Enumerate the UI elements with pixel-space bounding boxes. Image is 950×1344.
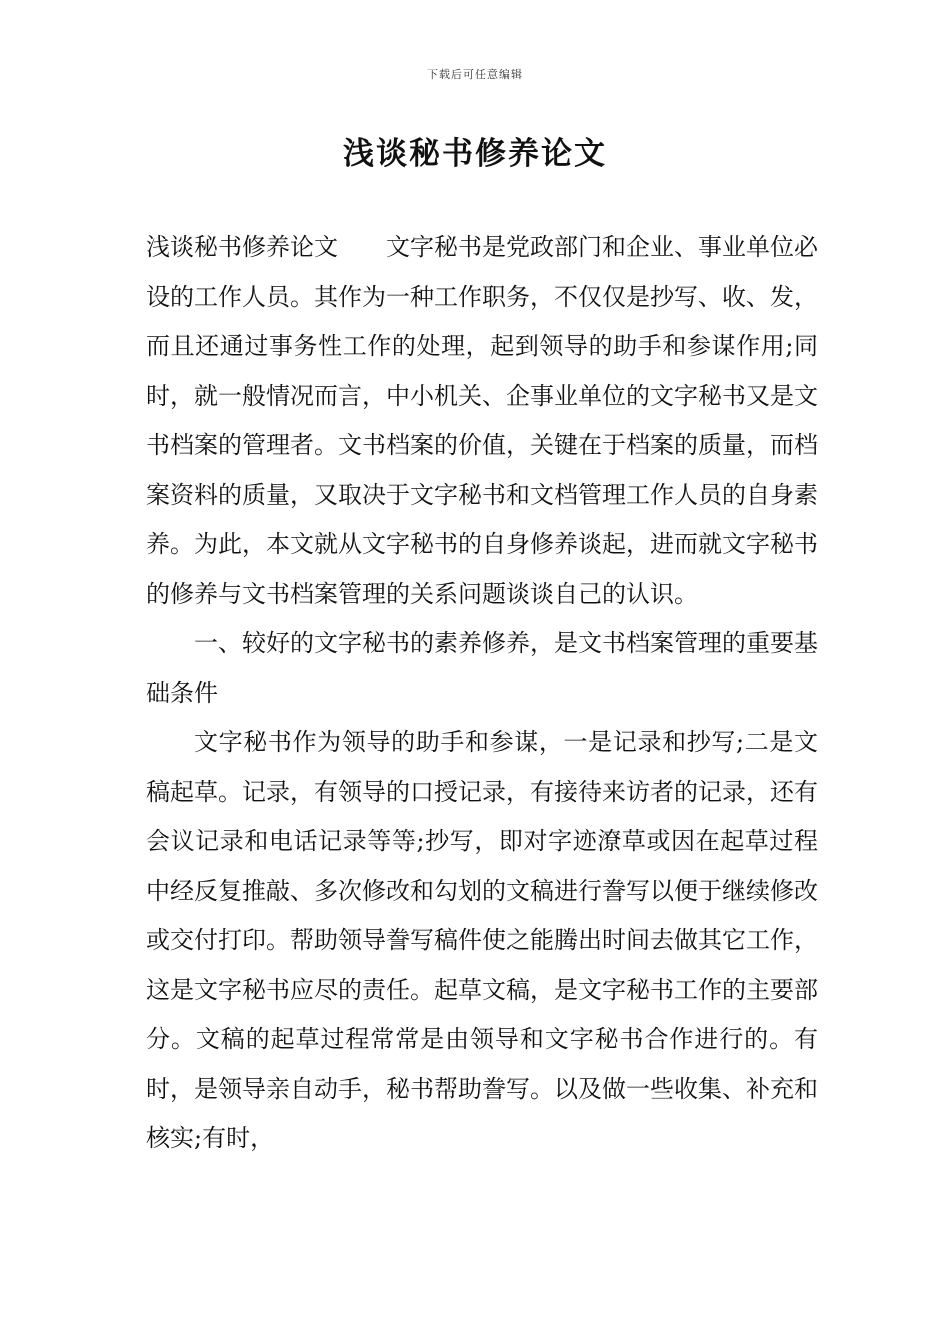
paragraph-section-heading: 一、较好的文字秘书的素养修养，是文书档案管理的重要基础条件 (146, 629, 818, 707)
document-body (146, 223, 818, 1164)
paragraph-intro: 浅谈秘书修养论文 文字秘书是党政部门和企业、事业单位必设的工作人员。其作为一种工作职务，不仅仅是抄写、收、发，而且还通过事务性工作的处理，起到领导的助手和参谋作用;同时，就一般情况而言，中小机关、企事业单位的文字秘书又是文书档案的管理者。文书档案的价值，关键在于档案的质量，而档案资料的质量，又取决于文字秘书和文档管理工作人员的自身素养。为此，本文就从文字秘书的自身修养谈起，进而就文字秘书的修养与文书档案管理的关系问题谈谈自己的认识。 (146, 233, 818, 608)
header-note: 下载后可任意编辑 (427, 68, 523, 81)
paragraph-body: 文字秘书作为领导的助手和参谋，一是记录和抄写;二是文稿起草。记录，有领导的口授记录，有接待来访者的记录，还有会议记录和电话记录等等;抄写，即对字迹潦草或因在起草过程中经反复推敲、多次修改和勾划的文稿进行誊写以便于继续修改或交付打印。帮助领导誊写稿件使之能腾出时间去做其它工作，这是文字秘书应尽的责任。起草文稿，是文字秘书工作的主要部分。文稿的起草过程常常是由领导和文字秘书合作进行的。有时，是领导亲自动手，秘书帮助誊写。以及做一些收集、补充和核实;有时， (146, 728, 818, 1152)
document-title: 浅谈秘书修养论文 (343, 136, 607, 172)
